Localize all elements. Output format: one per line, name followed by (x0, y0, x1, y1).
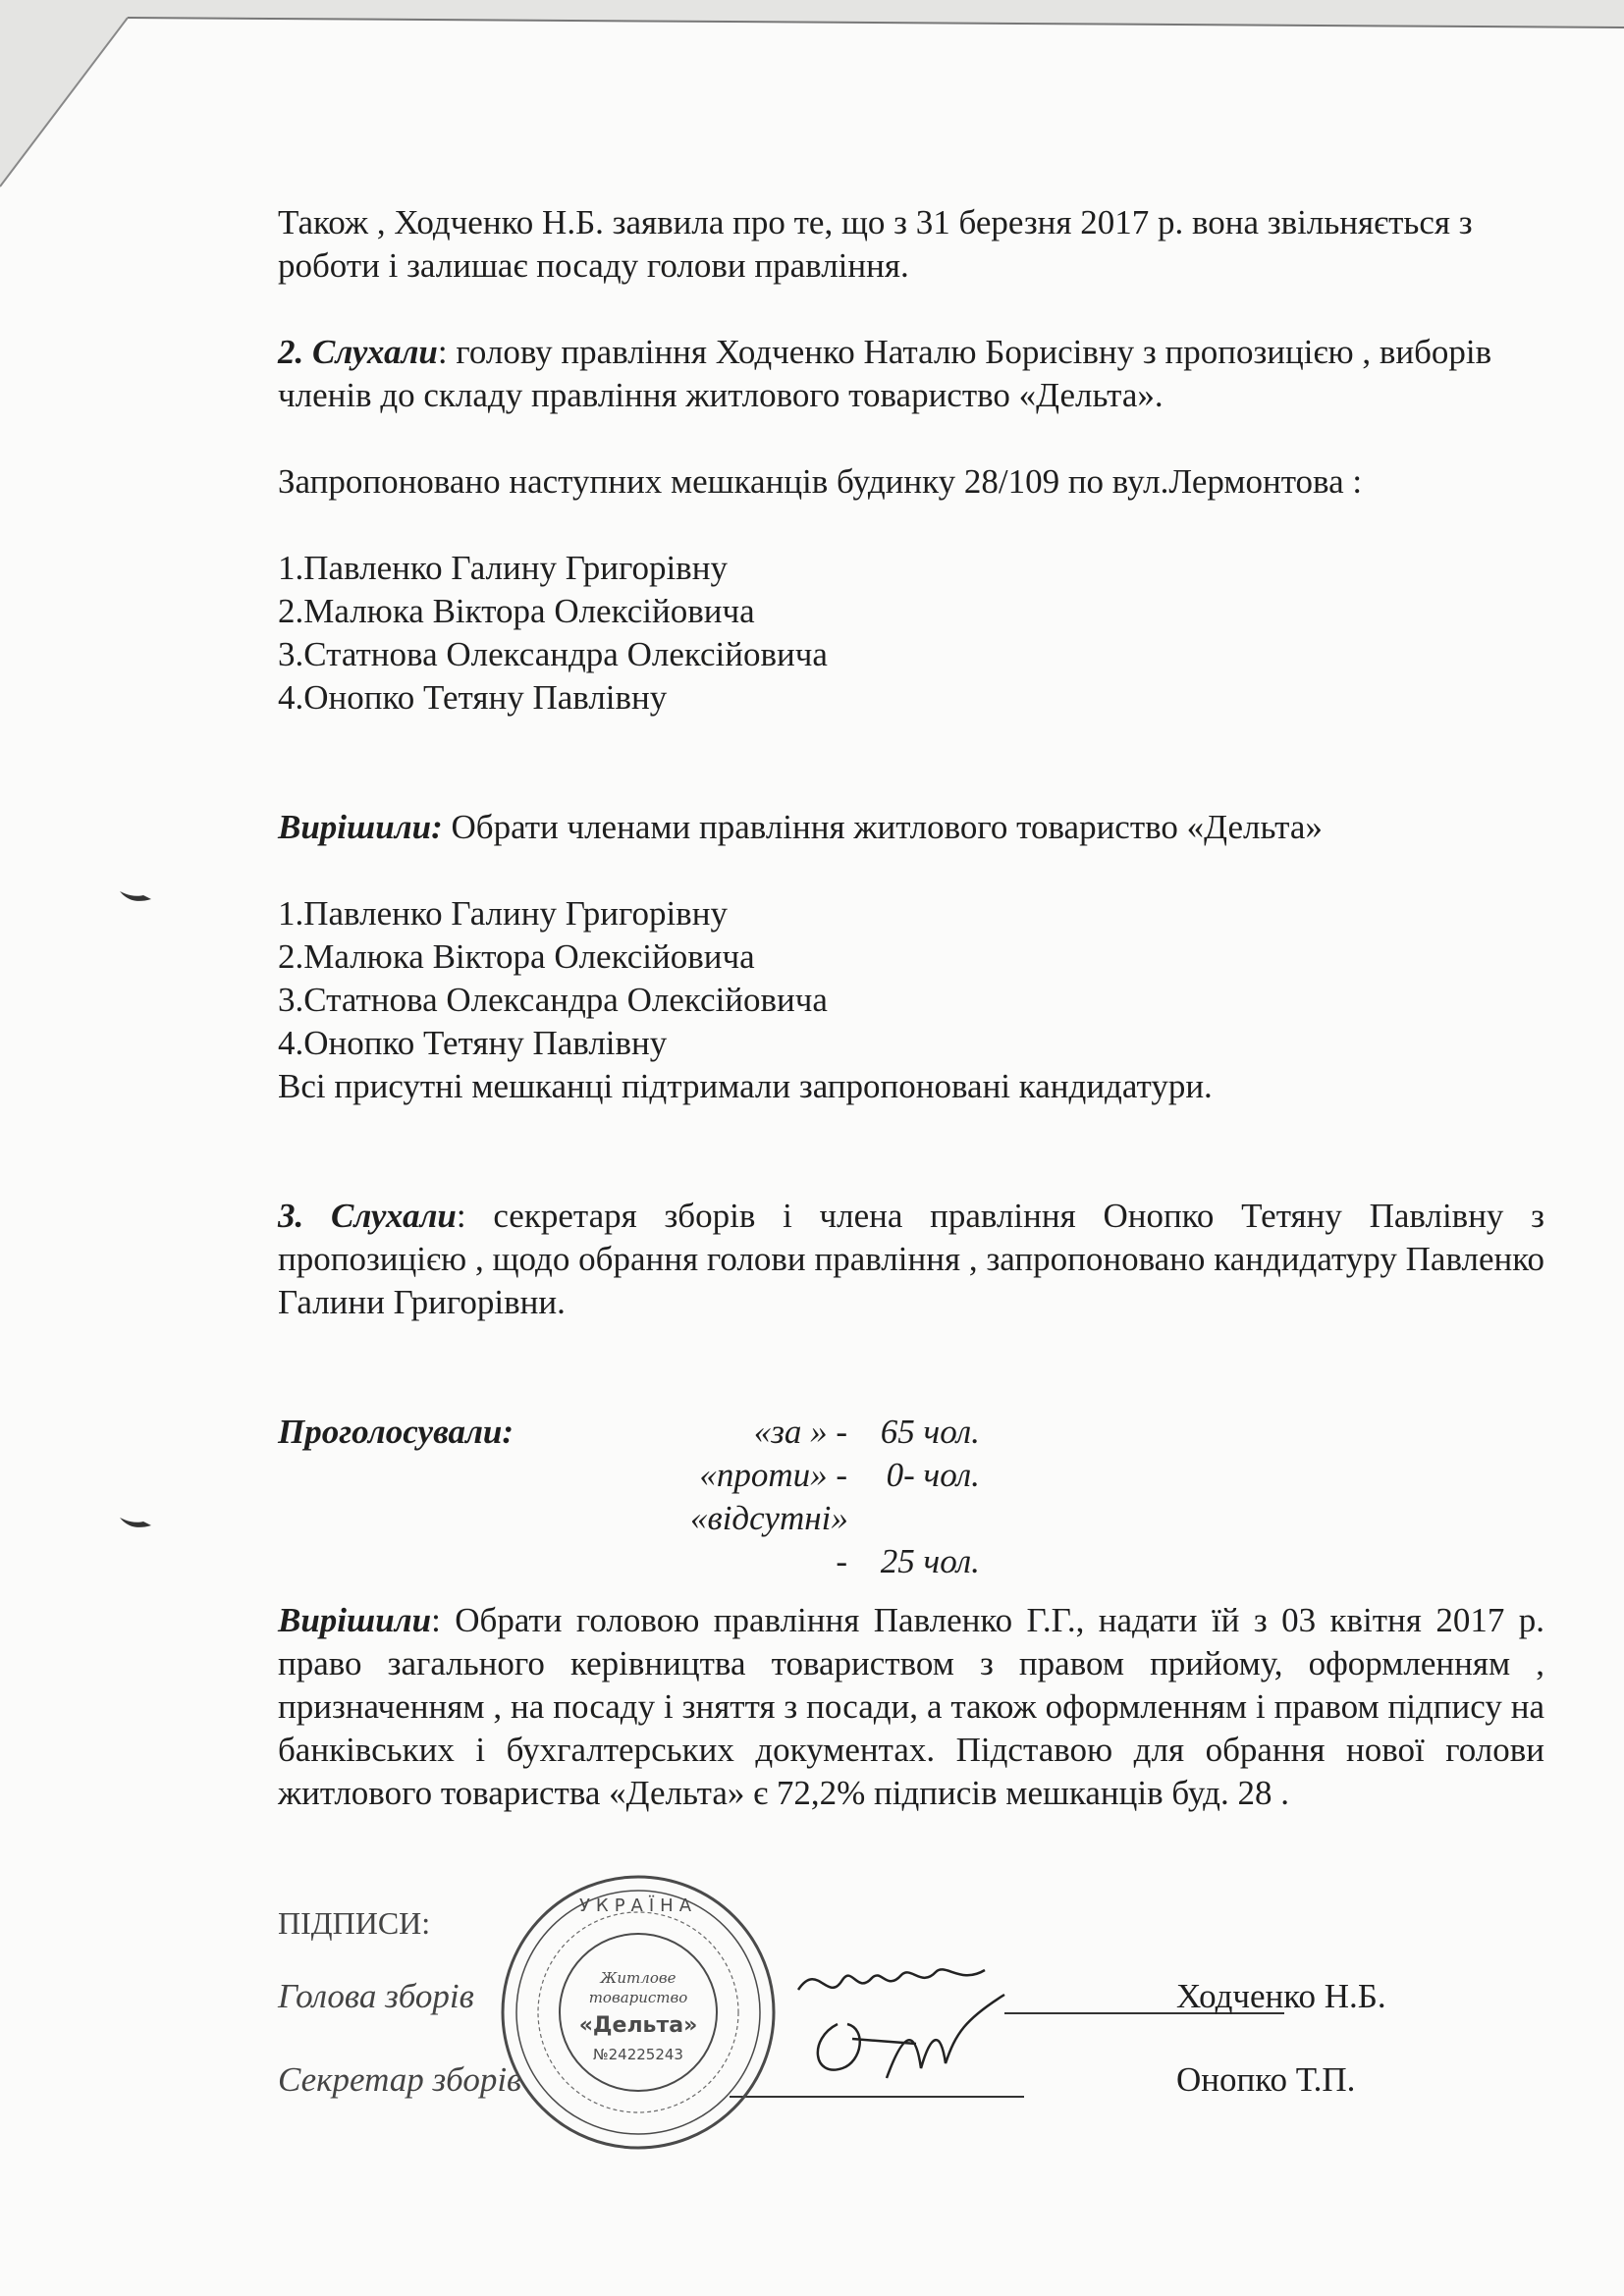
vote-row-for (690, 1411, 980, 1454)
proposed-intro: Запропоновано наступних мешканців будинку 28/109 по вул.Лермонтова : (278, 462, 1363, 501)
organization-stamp (496, 1870, 781, 2155)
stamp-code: №24225243 (593, 2046, 683, 2063)
signatures-block (278, 1901, 1544, 2108)
stamp-line-1: Житлове (600, 1969, 677, 1987)
decision-2-text: : Обрати головою правління Павленко Г.Г., надати їй з 03 квітня 2017 р. право загального керівництва товариством з правом прийому, оформленням , призначенням , на посаду і зняття з посади, а також оформленням і правом підпису на банківських і бухгалтерських документах. Підставою для обрання нової голови житлового товариства «Дельта» є 72,2% підписів мешканців буд. 28 . (278, 1601, 1553, 1812)
vote-unit: чол. (923, 1413, 980, 1451)
signature-name: Онопко Т.П. (1176, 2060, 1356, 2099)
decision-2-label: Вирішили (278, 1601, 432, 1639)
item-3-paragraph (278, 1195, 1553, 1324)
document-body (278, 201, 1553, 2108)
vote-row-against (690, 1454, 980, 1497)
stamp-line-2: товариство (588, 1989, 688, 2006)
list-item: 4.Онопко Тетяну Павлівну (278, 1024, 668, 1062)
decision-1-text: Обрати членами правління житлового товариство «Дельта» (442, 808, 1323, 846)
item-3-label: 3. Слухали (278, 1197, 457, 1235)
vote-unit: чол. (923, 1542, 980, 1580)
item-3-text: : секретаря зборів і члена правління Онопко Тетяну Павлівну з пропозицією , щодо обрання голови правління , запропоновано кандидатуру Павленко Галини Григорівни. (278, 1197, 1553, 1321)
support-note: Всі присутні мешканці підтримали запропоновані кандидатури. (278, 1067, 1213, 1105)
elected-members-list (278, 892, 1544, 1065)
item-2-text: : голову правління Ходченко Наталю Борисівну з пропозицією , виборів членів до складу правління житлового товариство «Дельта». (278, 333, 1500, 414)
hole-punch-mark-bottom (118, 1512, 153, 1533)
vote-results (278, 1411, 1544, 1580)
item-2-label: 2. Слухали (278, 333, 438, 371)
page-fold-edge (0, 0, 1624, 196)
list-item: 3.Статнова Олександра Олексійовича (278, 981, 828, 1019)
vote-count: 65 (880, 1413, 915, 1451)
item-2-paragraph (278, 331, 1544, 417)
list-item: 4.Онопко Тетяну Павлівну (278, 678, 668, 717)
decision-1-paragraph (278, 806, 1544, 849)
intro-paragraph: Також , Ходченко Н.Б. заявила про те, що з 31 березня 2017 р. вона звільняється з роботи і залишає посаду голови правління. (278, 203, 1482, 285)
vote-option: «проти» - (699, 1456, 847, 1494)
list-item: 2.Малюка Віктора Олексійовича (278, 592, 755, 630)
signatures-heading: ПІДПИСИ: (278, 1905, 431, 1941)
vote-count: 25 (880, 1542, 915, 1580)
secretary-signature (769, 1985, 1063, 2103)
proposed-candidates-list (278, 547, 1544, 720)
signature-role: Голова зборів (278, 1977, 474, 2015)
vote-option: «відсутні» - (690, 1499, 848, 1580)
decision-2-paragraph (278, 1599, 1553, 1815)
vote-label: Проголосували: (278, 1413, 514, 1451)
stamp-ring-text: УКРАЇНА (578, 1896, 698, 1916)
signature-role: Секретар зборів (278, 2060, 522, 2099)
stamp-line-3: «Дельта» (578, 2013, 698, 2038)
list-item: 3.Статнова Олександра Олексійовича (278, 635, 828, 673)
list-item: 2.Малюка Віктора Олексійовича (278, 937, 755, 976)
signature-row-secretary (278, 2058, 1544, 2102)
vote-row-absent (690, 1497, 980, 1583)
vote-count: 0- (886, 1456, 915, 1494)
list-item: 1.Павленко Галину Григорівну (278, 894, 728, 933)
decision-1-label: Вирішили: (278, 808, 443, 846)
vote-option: «за » - (753, 1413, 847, 1451)
signature-name: Ходченко Н.Б. (1176, 1977, 1386, 2015)
list-item: 1.Павленко Галину Григорівну (278, 549, 728, 587)
vote-unit: чол. (923, 1456, 980, 1494)
hole-punch-mark-top (118, 885, 153, 907)
